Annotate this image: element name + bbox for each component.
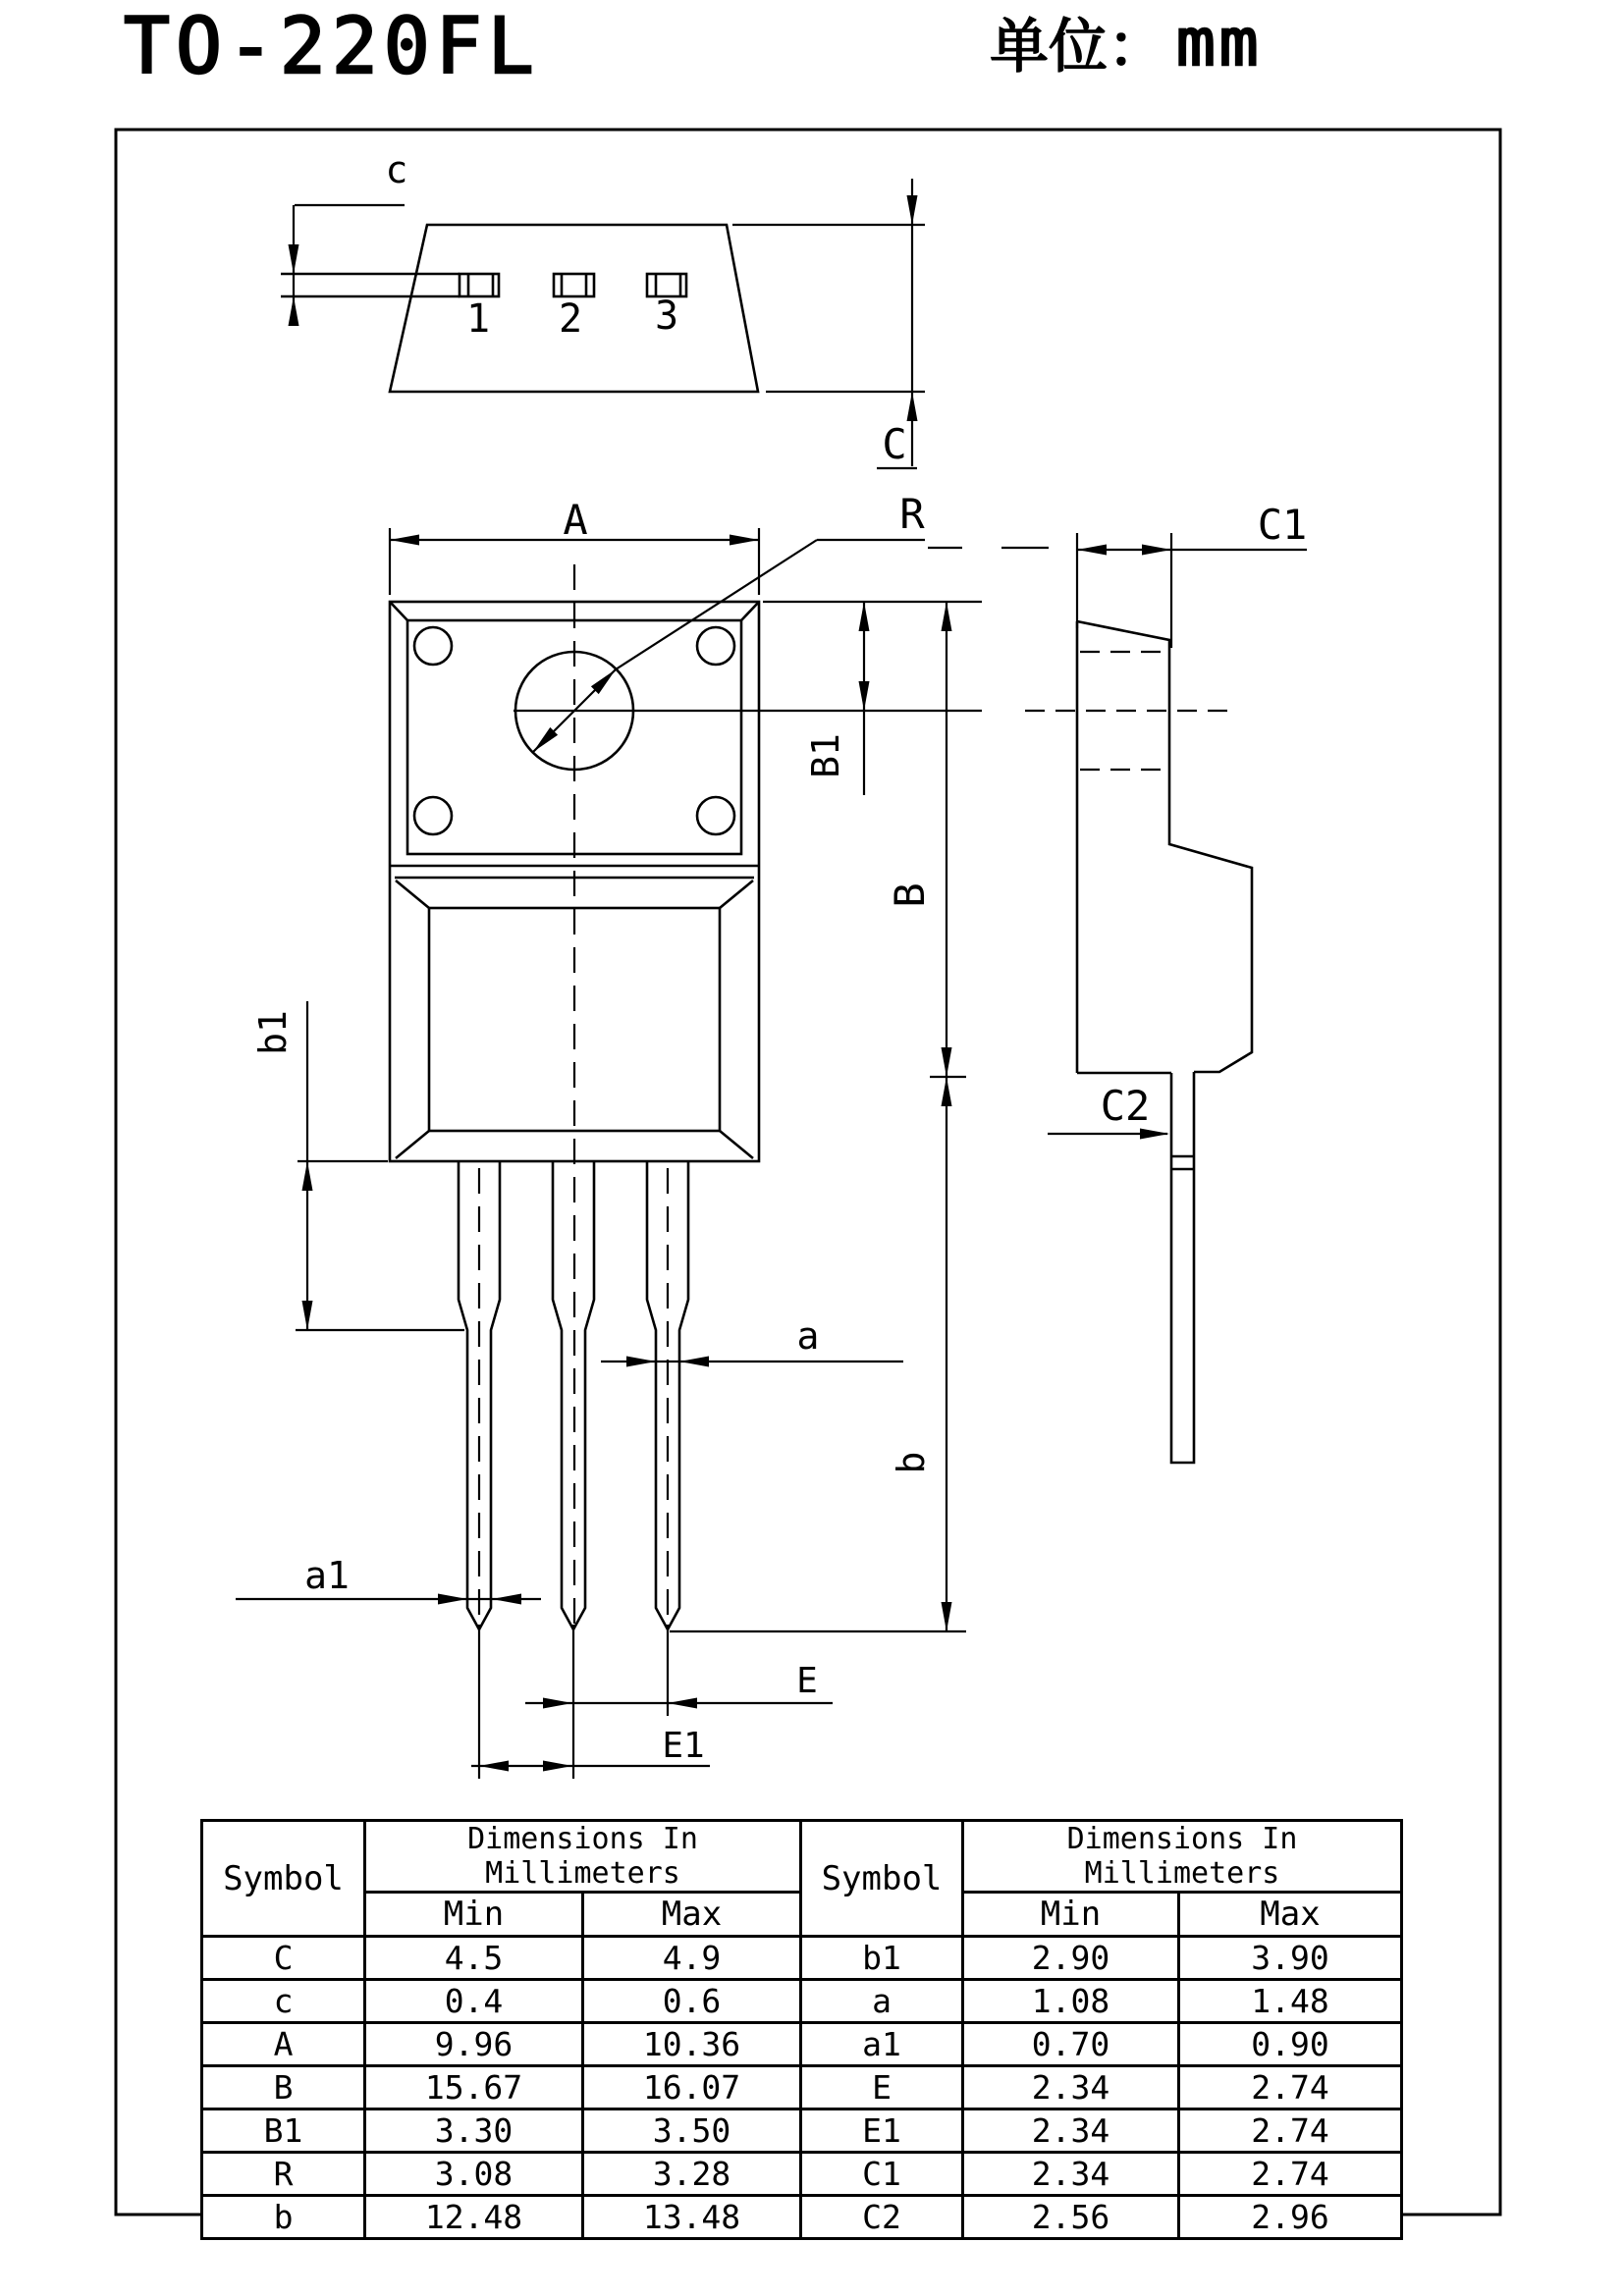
unit-label: 单位： <box>990 13 1166 81</box>
dim-b1 <box>251 1001 464 1330</box>
table-header-min-right: Min <box>963 1893 1179 1937</box>
mount-hole-tr <box>697 627 734 665</box>
dim-C-label: C <box>882 420 907 468</box>
dim-E1 <box>471 1726 710 1772</box>
table-header-symbol-left: Symbol <box>202 1821 365 1937</box>
dim-C2 <box>1048 1082 1169 1140</box>
table-header-symbol-right: Symbol <box>801 1821 963 1937</box>
dim-a <box>601 1314 903 1367</box>
pin-2 <box>554 274 594 296</box>
table-header-dims-right: Dimensions In Millimeters <box>963 1821 1402 1893</box>
dim-R-label: R <box>899 490 925 538</box>
table-header-max-left: Max <box>583 1893 801 1937</box>
table-row: B 15.67 16.07 E 2.34 2.74 <box>202 2066 1402 2109</box>
dim-E-label: E <box>796 1661 818 1701</box>
table-row: R 3.08 3.28 C1 2.34 2.74 <box>202 2153 1402 2196</box>
dim-C1-label: C1 <box>1257 501 1308 549</box>
dim-B-label: B <box>886 882 934 908</box>
pin-3-label: 3 <box>654 294 679 339</box>
dimension-table <box>200 1819 1403 2240</box>
dim-B <box>886 602 966 1077</box>
top-view <box>281 225 925 392</box>
table-row: b 12.48 13.48 C2 2.56 2.96 <box>202 2196 1402 2239</box>
dim-c <box>289 148 408 326</box>
table-header-max-right: Max <box>1179 1893 1402 1937</box>
mount-hole-bl <box>414 797 452 834</box>
dim-C1 <box>928 501 1307 648</box>
table-header-min-left: Min <box>365 1893 583 1937</box>
dim-c-label: c <box>385 148 408 191</box>
dim-E1-label: E1 <box>662 1726 705 1766</box>
dim-B1-label: B1 <box>804 733 847 778</box>
dim-C <box>877 179 918 468</box>
lead-3 <box>647 1161 688 1716</box>
table-row: C 4.5 4.9 b1 2.90 3.90 <box>202 1937 1402 1980</box>
dim-a1 <box>236 1554 541 1605</box>
mount-hole-br <box>697 797 734 834</box>
dim-E <box>525 1661 833 1709</box>
side-view <box>1025 621 1252 1463</box>
unit-value: mm <box>1176 5 1263 80</box>
lead-1 <box>459 1161 500 1779</box>
dim-b1-label: b1 <box>251 1010 295 1055</box>
pin-1-label: 1 <box>465 296 491 342</box>
dim-A-label: A <box>563 496 588 544</box>
front-view <box>390 564 982 1779</box>
dim-a1-label: a1 <box>304 1554 350 1597</box>
dim-C2-label: C2 <box>1100 1082 1151 1130</box>
page-title: TO-220FL <box>124 3 540 91</box>
table-row: B1 3.30 3.50 E1 2.34 2.74 <box>202 2109 1402 2153</box>
mount-hole-tl <box>414 627 452 665</box>
pin-1 <box>460 274 499 296</box>
dim-b-label: b <box>890 1451 933 1474</box>
dim-a-label: a <box>796 1314 820 1358</box>
table-row: A 9.96 10.36 a1 0.70 0.90 <box>202 2023 1402 2066</box>
pin-2-label: 2 <box>558 296 583 342</box>
table-row: c 0.4 0.6 a 1.08 1.48 <box>202 1980 1402 2023</box>
table-header-dims-left: Dimensions In Millimeters <box>365 1821 801 1893</box>
